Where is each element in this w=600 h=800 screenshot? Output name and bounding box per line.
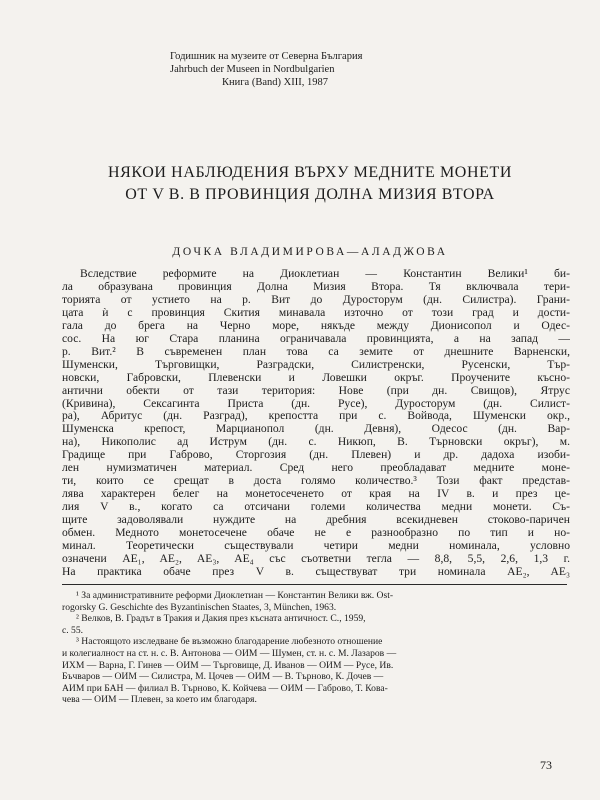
body-line: означени AE₁, AE₂, AE₃, AE₄ със съответни тегла — 8,8, 5,5, 2,6, 1,3 г. bbox=[62, 552, 570, 565]
body-line: Шуменски, Търговищки, Разградски, Силистренски, Русенски, Тър- bbox=[62, 358, 570, 371]
body-line: на), Никополис ад Иструм (дн. с. Никюп, В. Търновски окръг), м. bbox=[62, 436, 570, 449]
footnote-line: ³ Настоящото изследване бе възможно благодарение любезното отношение bbox=[76, 636, 383, 648]
body-line: лява характерен белег на монетосеченето от края на IV в. и през це- bbox=[62, 488, 570, 501]
header-line-1: Годишник на музеите от Северна България bbox=[170, 51, 363, 62]
footnote-line: ¹ За административните реформи Диоклетиан — Константин Велики вж. Ost- bbox=[76, 590, 394, 601]
body-line: Градище при Габрово, Сторгозия (дн. Плевен) и др. дадоха изоби- bbox=[62, 449, 570, 462]
footnote-line: АИМ при БАН — филиал В. Търново, К. Койчева — ОИМ — Габрово, Т. Кова- bbox=[62, 682, 388, 694]
footnote-line: с. 55. bbox=[62, 624, 84, 636]
page-number: 73 bbox=[540, 758, 552, 772]
header-line-3: Книга (Band) XIII, 1987 bbox=[222, 77, 328, 88]
header-line-2: Jahrbuch der Museen in Nordbulgarien bbox=[170, 64, 335, 75]
author-name: ДОЧКА ВЛАДИМИРОВА—АЛАДЖОВА bbox=[172, 246, 448, 258]
article-title bbox=[40, 162, 580, 206]
body-line: лия V в., когато са отсичани големи количества медни монети. Съ- bbox=[62, 501, 570, 514]
footnote-line: и колегиалност на ст. н. с. В. Антонова — ОИМ — Шумен, ст. н. с. М. Лазаров — bbox=[62, 647, 397, 659]
body-line: цата ѝ с провинция Скития минавала източно от този град и дости- bbox=[62, 306, 570, 319]
body-line: обмен. Медното монетосечене обаче не е разнообразно по тип и но- bbox=[62, 527, 570, 540]
body-line: щите задоволявали нуждите на дребния всекидневен стоково-паричен bbox=[62, 514, 570, 527]
body-line: ра), Абритус (дн. Разград), крепостта при с. Войвода, Шуменски окр., bbox=[62, 410, 570, 423]
body-line: лен нумизматичен материал. Сред него преобладават медните моне- bbox=[62, 462, 570, 475]
body-line: Шуменска крепост, Марцианопол (дн. Девня), Одесос (дн. Вар- bbox=[62, 423, 570, 436]
body-line: минал. Теоретически съществували четири медни номинала, условно bbox=[62, 540, 570, 553]
footnote-line: чева — ОИМ — Плевен, за което им благодаря. bbox=[62, 694, 257, 706]
body-line: сос. На юг Стара планина ограничавала провинцията, а на запад — bbox=[62, 332, 570, 345]
footnote-line: Бъчваров — ОИМ — Силистра, М. Цочев — ОИМ — В. Търново, К. Дочев — bbox=[62, 671, 384, 683]
body-line: На практика обаче през V в. съществуват три номинала AE₂, AE₃ bbox=[62, 565, 570, 578]
body-line: Вследствие реформите на Диоклетиан — Константин Велики¹ би- bbox=[80, 268, 570, 280]
article-body bbox=[62, 268, 570, 579]
body-line: (Кривина), Сексагинта Приста (дн. Русе), Дуросторум (дн. Силист- bbox=[62, 397, 570, 410]
footnote-line: ИХМ — Варна, Г. Гинев — ОИМ — Търговище, Д. Иванов — ОИМ — Русе, Ив. bbox=[62, 659, 394, 671]
body-line: новски, Габровски, Плевенски и Ловешки окръг. Проучените късно- bbox=[62, 371, 570, 384]
footnote-divider bbox=[62, 584, 567, 585]
body-line: ти, които се срещат в доста голямо количество.³ Този факт представ- bbox=[62, 475, 570, 488]
body-line: р. Вит.² В съвременен план това са земите от днешните Варненски, bbox=[62, 345, 570, 358]
footnotes bbox=[62, 590, 570, 706]
journal-header bbox=[170, 50, 470, 89]
body-line: гала до брега на Черно море, някъде между Дионисопол и Одес- bbox=[62, 319, 570, 332]
body-line: ла образувана провинция Долна Мизия Втора. Тя включвала тери- bbox=[62, 280, 570, 293]
title-line-1: НЯКОИ НАБЛЮДЕНИЯ ВЪРХУ МЕДНИТЕ МОНЕТИ bbox=[107, 164, 513, 181]
title-line-2: ОТ V В. В ПРОВИНЦИЯ ДОЛНА МИЗИЯ ВТОРА bbox=[125, 186, 495, 203]
footnote-line: rogorsky G. Geschichte des Byzantinischen Staates, 3, München, 1963. bbox=[62, 601, 337, 613]
body-line: торията от устието на р. Вит до Дуросторум (дн. Силистра). Грани- bbox=[62, 293, 570, 306]
body-line: антични обекти от тази територия: Нове (при дн. Свищов), Ятрус bbox=[62, 384, 570, 397]
footnote-line: ² Велков, В. Градът в Тракия и Дакия през късната античност. С., 1959, bbox=[76, 613, 366, 625]
